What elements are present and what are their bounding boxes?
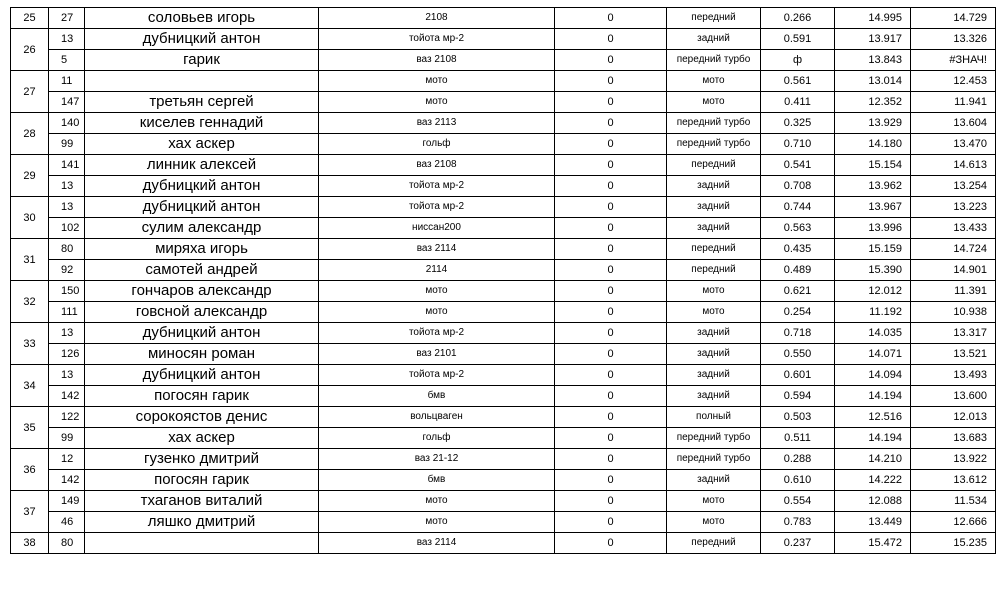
elapsed-time-cell: 15.390 (835, 260, 911, 281)
table-row (11, 470, 996, 491)
racer-name-cell: сорокоястов денис (85, 407, 319, 428)
drive-type-cell: мото (667, 71, 761, 92)
elapsed-time-cell: 11.192 (835, 302, 911, 323)
car-model-cell: мото (319, 302, 555, 323)
zero-cell: 0 (555, 71, 667, 92)
reaction-time-cell: 0.621 (761, 281, 835, 302)
car-model-cell: бмв (319, 386, 555, 407)
racer-name-cell: дубницкий антон (85, 29, 319, 50)
racer-number-cell: 141 (49, 155, 85, 176)
zero-cell: 0 (555, 407, 667, 428)
drive-type-cell: задний (667, 323, 761, 344)
zero-cell: 0 (555, 29, 667, 50)
zero-cell: 0 (555, 113, 667, 134)
heat-number-cell: 25 (11, 8, 49, 29)
drive-type-cell: задний (667, 176, 761, 197)
elapsed-time-cell: 15.159 (835, 239, 911, 260)
heat-number-cell: 38 (11, 533, 49, 554)
elapsed-time-cell: 14.180 (835, 134, 911, 155)
heat-number-cell: 27 (11, 71, 49, 113)
reaction-time-cell: 0.411 (761, 92, 835, 113)
car-model-cell: вольцваген (319, 407, 555, 428)
reaction-time-cell: 0.489 (761, 260, 835, 281)
reaction-time-cell: ф (761, 50, 835, 71)
results-table (10, 7, 996, 554)
racer-name-cell: дубницкий антон (85, 176, 319, 197)
zero-cell: 0 (555, 386, 667, 407)
reaction-time-cell: 0.503 (761, 407, 835, 428)
racer-number-cell: 27 (49, 8, 85, 29)
heat-number-cell: 29 (11, 155, 49, 197)
net-time-cell: 13.254 (911, 176, 996, 197)
drive-type-cell: передний турбо (667, 50, 761, 71)
racer-number-cell: 13 (49, 365, 85, 386)
zero-cell: 0 (555, 365, 667, 386)
table-row (11, 113, 996, 134)
reaction-time-cell: 0.708 (761, 176, 835, 197)
racer-number-cell: 13 (49, 176, 85, 197)
racer-number-cell: 80 (49, 533, 85, 554)
zero-cell: 0 (555, 134, 667, 155)
drive-type-cell: передний (667, 533, 761, 554)
racer-name-cell: самотей андрей (85, 260, 319, 281)
racer-name-cell: гончаров александр (85, 281, 319, 302)
racer-name-cell: дубницкий антон (85, 197, 319, 218)
reaction-time-cell: 0.288 (761, 449, 835, 470)
table-row (11, 281, 996, 302)
net-time-cell: #ЗНАЧ! (911, 50, 996, 71)
car-model-cell: мото (319, 512, 555, 533)
results-body (11, 8, 996, 554)
elapsed-time-cell: 13.962 (835, 176, 911, 197)
car-model-cell: ваз 2114 (319, 533, 555, 554)
zero-cell: 0 (555, 281, 667, 302)
table-row (11, 344, 996, 365)
elapsed-time-cell: 13.929 (835, 113, 911, 134)
heat-number-cell: 32 (11, 281, 49, 323)
table-row (11, 260, 996, 281)
zero-cell: 0 (555, 92, 667, 113)
zero-cell: 0 (555, 155, 667, 176)
drive-type-cell: задний (667, 365, 761, 386)
table-row (11, 197, 996, 218)
heat-number-cell: 33 (11, 323, 49, 365)
net-time-cell: 14.901 (911, 260, 996, 281)
zero-cell: 0 (555, 218, 667, 239)
net-time-cell: 13.604 (911, 113, 996, 134)
reaction-time-cell: 0.783 (761, 512, 835, 533)
drive-type-cell: задний (667, 386, 761, 407)
table-row (11, 386, 996, 407)
elapsed-time-cell: 14.071 (835, 344, 911, 365)
racer-number-cell: 13 (49, 323, 85, 344)
reaction-time-cell: 0.435 (761, 239, 835, 260)
net-time-cell: 14.613 (911, 155, 996, 176)
racer-number-cell: 99 (49, 134, 85, 155)
racer-number-cell: 13 (49, 197, 85, 218)
elapsed-time-cell: 12.012 (835, 281, 911, 302)
net-time-cell: 11.391 (911, 281, 996, 302)
zero-cell: 0 (555, 323, 667, 344)
table-row (11, 176, 996, 197)
racer-number-cell: 140 (49, 113, 85, 134)
racer-name-cell: третьян сергей (85, 92, 319, 113)
drive-type-cell: полный (667, 407, 761, 428)
elapsed-time-cell: 13.449 (835, 512, 911, 533)
racer-name-cell (85, 71, 319, 92)
drive-type-cell: передний турбо (667, 449, 761, 470)
drive-type-cell: задний (667, 29, 761, 50)
car-model-cell: бмв (319, 470, 555, 491)
racer-number-cell: 122 (49, 407, 85, 428)
net-time-cell: 12.453 (911, 71, 996, 92)
racer-name-cell (85, 533, 319, 554)
car-model-cell: мото (319, 281, 555, 302)
table-row (11, 365, 996, 386)
zero-cell: 0 (555, 470, 667, 491)
car-model-cell: ваз 2108 (319, 155, 555, 176)
drive-type-cell: мото (667, 92, 761, 113)
elapsed-time-cell: 12.352 (835, 92, 911, 113)
table-row (11, 92, 996, 113)
reaction-time-cell: 0.744 (761, 197, 835, 218)
drive-type-cell: мото (667, 512, 761, 533)
drive-type-cell: мото (667, 302, 761, 323)
racer-name-cell: погосян гарик (85, 470, 319, 491)
car-model-cell: тойота мр-2 (319, 176, 555, 197)
racer-name-cell: миряха игорь (85, 239, 319, 260)
heat-number-cell: 28 (11, 113, 49, 155)
reaction-time-cell: 0.541 (761, 155, 835, 176)
net-time-cell: 13.600 (911, 386, 996, 407)
racer-name-cell: ляшко дмитрий (85, 512, 319, 533)
drive-type-cell: передний (667, 239, 761, 260)
table-row (11, 449, 996, 470)
zero-cell: 0 (555, 344, 667, 365)
zero-cell: 0 (555, 8, 667, 29)
elapsed-time-cell: 13.967 (835, 197, 911, 218)
reaction-time-cell: 0.550 (761, 344, 835, 365)
elapsed-time-cell: 13.843 (835, 50, 911, 71)
reaction-time-cell: 0.554 (761, 491, 835, 512)
racer-number-cell: 150 (49, 281, 85, 302)
car-model-cell: ваз 2113 (319, 113, 555, 134)
net-time-cell: 13.223 (911, 197, 996, 218)
table-row (11, 407, 996, 428)
car-model-cell: гольф (319, 428, 555, 449)
results-sheet (10, 9, 987, 564)
car-model-cell: тойота мр-2 (319, 197, 555, 218)
net-time-cell: 10.938 (911, 302, 996, 323)
elapsed-time-cell: 12.088 (835, 491, 911, 512)
elapsed-time-cell: 14.222 (835, 470, 911, 491)
zero-cell: 0 (555, 50, 667, 71)
car-model-cell: ваз 2101 (319, 344, 555, 365)
table-row (11, 134, 996, 155)
table-row (11, 71, 996, 92)
table-row (11, 239, 996, 260)
car-model-cell: 2114 (319, 260, 555, 281)
zero-cell: 0 (555, 260, 667, 281)
reaction-time-cell: 0.325 (761, 113, 835, 134)
table-row (11, 302, 996, 323)
drive-type-cell: передний турбо (667, 428, 761, 449)
racer-number-cell: 142 (49, 386, 85, 407)
table-row (11, 29, 996, 50)
racer-number-cell: 111 (49, 302, 85, 323)
drive-type-cell: мото (667, 491, 761, 512)
car-model-cell: мото (319, 92, 555, 113)
net-time-cell: 13.521 (911, 344, 996, 365)
racer-number-cell: 147 (49, 92, 85, 113)
elapsed-time-cell: 15.472 (835, 533, 911, 554)
drive-type-cell: задний (667, 218, 761, 239)
racer-name-cell: дубницкий антон (85, 365, 319, 386)
racer-number-cell: 92 (49, 260, 85, 281)
zero-cell: 0 (555, 428, 667, 449)
zero-cell: 0 (555, 491, 667, 512)
elapsed-time-cell: 13.996 (835, 218, 911, 239)
drive-type-cell: задний (667, 470, 761, 491)
net-time-cell: 14.729 (911, 8, 996, 29)
racer-name-cell: киселев геннадий (85, 113, 319, 134)
racer-number-cell: 102 (49, 218, 85, 239)
elapsed-time-cell: 14.210 (835, 449, 911, 470)
net-time-cell: 13.317 (911, 323, 996, 344)
racer-name-cell: гузенко дмитрий (85, 449, 319, 470)
elapsed-time-cell: 14.995 (835, 8, 911, 29)
racer-name-cell: гарик (85, 50, 319, 71)
elapsed-time-cell: 14.194 (835, 428, 911, 449)
racer-number-cell: 46 (49, 512, 85, 533)
car-model-cell: 2108 (319, 8, 555, 29)
racer-name-cell: сулим александр (85, 218, 319, 239)
net-time-cell: 12.013 (911, 407, 996, 428)
drive-type-cell: передний (667, 260, 761, 281)
racer-name-cell: линник алексей (85, 155, 319, 176)
heat-number-cell: 30 (11, 197, 49, 239)
racer-number-cell: 13 (49, 29, 85, 50)
heat-number-cell: 37 (11, 491, 49, 533)
reaction-time-cell: 0.718 (761, 323, 835, 344)
racer-name-cell: тхаганов виталий (85, 491, 319, 512)
net-time-cell: 11.941 (911, 92, 996, 113)
racer-name-cell: погосян гарик (85, 386, 319, 407)
reaction-time-cell: 0.266 (761, 8, 835, 29)
heat-number-cell: 31 (11, 239, 49, 281)
net-time-cell: 14.724 (911, 239, 996, 260)
net-time-cell: 13.922 (911, 449, 996, 470)
elapsed-time-cell: 14.035 (835, 323, 911, 344)
car-model-cell: гольф (319, 134, 555, 155)
reaction-time-cell: 0.591 (761, 29, 835, 50)
elapsed-time-cell: 13.014 (835, 71, 911, 92)
drive-type-cell: мото (667, 281, 761, 302)
heat-number-cell: 34 (11, 365, 49, 407)
table-row (11, 218, 996, 239)
racer-number-cell: 80 (49, 239, 85, 260)
racer-number-cell: 142 (49, 470, 85, 491)
table-row (11, 512, 996, 533)
racer-number-cell: 99 (49, 428, 85, 449)
reaction-time-cell: 0.563 (761, 218, 835, 239)
reaction-time-cell: 0.610 (761, 470, 835, 491)
elapsed-time-cell: 14.194 (835, 386, 911, 407)
net-time-cell: 13.493 (911, 365, 996, 386)
car-model-cell: мото (319, 71, 555, 92)
table-row (11, 533, 996, 554)
elapsed-time-cell: 15.154 (835, 155, 911, 176)
racer-number-cell: 5 (49, 50, 85, 71)
racer-name-cell: миносян роман (85, 344, 319, 365)
table-row (11, 428, 996, 449)
table-row (11, 491, 996, 512)
table-row (11, 50, 996, 71)
racer-name-cell: хах аскер (85, 428, 319, 449)
zero-cell: 0 (555, 512, 667, 533)
reaction-time-cell: 0.511 (761, 428, 835, 449)
car-model-cell: ваз 2114 (319, 239, 555, 260)
car-model-cell: тойота мр-2 (319, 323, 555, 344)
zero-cell: 0 (555, 302, 667, 323)
car-model-cell: ниссан200 (319, 218, 555, 239)
elapsed-time-cell: 14.094 (835, 365, 911, 386)
drive-type-cell: задний (667, 197, 761, 218)
table-row (11, 8, 996, 29)
net-time-cell: 13.326 (911, 29, 996, 50)
drive-type-cell: задний (667, 344, 761, 365)
drive-type-cell: передний (667, 155, 761, 176)
elapsed-time-cell: 13.917 (835, 29, 911, 50)
heat-number-cell: 36 (11, 449, 49, 491)
table-row (11, 155, 996, 176)
zero-cell: 0 (555, 533, 667, 554)
drive-type-cell: передний (667, 8, 761, 29)
reaction-time-cell: 0.594 (761, 386, 835, 407)
car-model-cell: мото (319, 491, 555, 512)
elapsed-time-cell: 12.516 (835, 407, 911, 428)
racer-name-cell: говсной александр (85, 302, 319, 323)
racer-number-cell: 126 (49, 344, 85, 365)
heat-number-cell: 26 (11, 29, 49, 71)
car-model-cell: тойота мр-2 (319, 365, 555, 386)
car-model-cell: ваз 2108 (319, 50, 555, 71)
reaction-time-cell: 0.237 (761, 533, 835, 554)
net-time-cell: 13.433 (911, 218, 996, 239)
net-time-cell: 12.666 (911, 512, 996, 533)
net-time-cell: 13.683 (911, 428, 996, 449)
racer-name-cell: хах аскер (85, 134, 319, 155)
net-time-cell: 15.235 (911, 533, 996, 554)
drive-type-cell: передний турбо (667, 134, 761, 155)
reaction-time-cell: 0.254 (761, 302, 835, 323)
net-time-cell: 11.534 (911, 491, 996, 512)
table-row (11, 323, 996, 344)
net-time-cell: 13.470 (911, 134, 996, 155)
racer-number-cell: 12 (49, 449, 85, 470)
heat-number-cell: 35 (11, 407, 49, 449)
racer-number-cell: 11 (49, 71, 85, 92)
reaction-time-cell: 0.710 (761, 134, 835, 155)
reaction-time-cell: 0.561 (761, 71, 835, 92)
zero-cell: 0 (555, 176, 667, 197)
car-model-cell: тойота мр-2 (319, 29, 555, 50)
racer-name-cell: дубницкий антон (85, 323, 319, 344)
racer-number-cell: 149 (49, 491, 85, 512)
racer-name-cell: соловьев игорь (85, 8, 319, 29)
reaction-time-cell: 0.601 (761, 365, 835, 386)
zero-cell: 0 (555, 449, 667, 470)
drive-type-cell: передний турбо (667, 113, 761, 134)
zero-cell: 0 (555, 197, 667, 218)
zero-cell: 0 (555, 239, 667, 260)
car-model-cell: ваз 21-12 (319, 449, 555, 470)
net-time-cell: 13.612 (911, 470, 996, 491)
